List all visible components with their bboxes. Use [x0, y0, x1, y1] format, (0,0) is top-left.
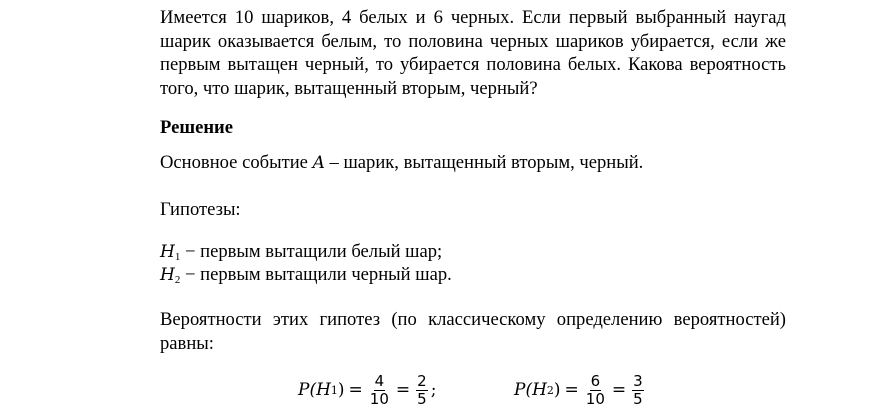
h1-subscript: 1: [174, 251, 181, 263]
f1-equals-2: =: [395, 380, 411, 400]
f1-equals-1: =: [348, 380, 363, 400]
f1-lhs-close: ): [337, 380, 345, 400]
event-symbol: A: [312, 153, 325, 173]
hypotheses-title: Гипотезы:: [160, 199, 241, 220]
formula-row: [160, 370, 786, 410]
f1-frac2-numerator: 2: [417, 371, 427, 390]
f1-frac1-denominator: 10: [369, 389, 389, 408]
event-description: – шарик, вытащенный вторым, черный.: [324, 152, 644, 173]
f1-lhs-open: P(: [298, 380, 317, 400]
h1-description: − первым вытащили белый шар;: [184, 241, 443, 262]
f1-semicolon: ;: [430, 380, 437, 400]
f2-frac2-numerator: 3: [633, 371, 643, 390]
document-page: [160, 0, 786, 408]
f2-frac1-numerator: 6: [590, 371, 601, 390]
f2-lhs-close: ): [553, 380, 561, 400]
h1-symbol: H: [160, 242, 175, 262]
f2-equals-2: =: [611, 380, 627, 400]
f2-symbol: H: [532, 380, 547, 400]
f1-symbol: H: [316, 380, 331, 400]
f2-fraction-2: [632, 373, 644, 408]
f1-frac2-denominator: 5: [417, 389, 427, 408]
f1-subscript: 1: [330, 383, 338, 397]
event-prefix: Основное событие: [160, 152, 308, 173]
problem-statement: Имеется 10 шариков, 4 белых и 6 черных. Если первый выбранный наугад шарик оказывается белым, то половина черных шариков убирается, если же первым вытащен черный, то убирается половина белых. Какова вероятность того, что шарик, вытащенный вторым, черный?: [160, 7, 786, 99]
h2-subscript: 2: [174, 274, 181, 286]
f1-fraction-1: [369, 373, 390, 408]
f2-frac1-denominator: 10: [585, 389, 605, 408]
f1-frac1-numerator: 4: [374, 371, 385, 390]
probabilities-intro: Вероятности этих гипотез (по классическому определению вероятностей) равны:: [160, 309, 786, 354]
h2-symbol: H: [160, 265, 175, 285]
f2-equals-1: =: [564, 380, 579, 400]
formula-p-h1: [298, 370, 436, 410]
f2-lhs-open: P(: [514, 380, 533, 400]
f2-subscript: 2: [546, 383, 554, 397]
formula-p-h2: [514, 370, 646, 410]
main-event-line: [160, 151, 786, 176]
f2-fraction-1: [585, 373, 606, 408]
f2-frac2-denominator: 5: [633, 389, 643, 408]
hypothesis-2: [160, 263, 786, 293]
solution-heading: Решение: [160, 117, 233, 138]
f1-fraction-2: [416, 373, 428, 408]
h2-description: − первым вытащили черный шар.: [184, 264, 452, 285]
